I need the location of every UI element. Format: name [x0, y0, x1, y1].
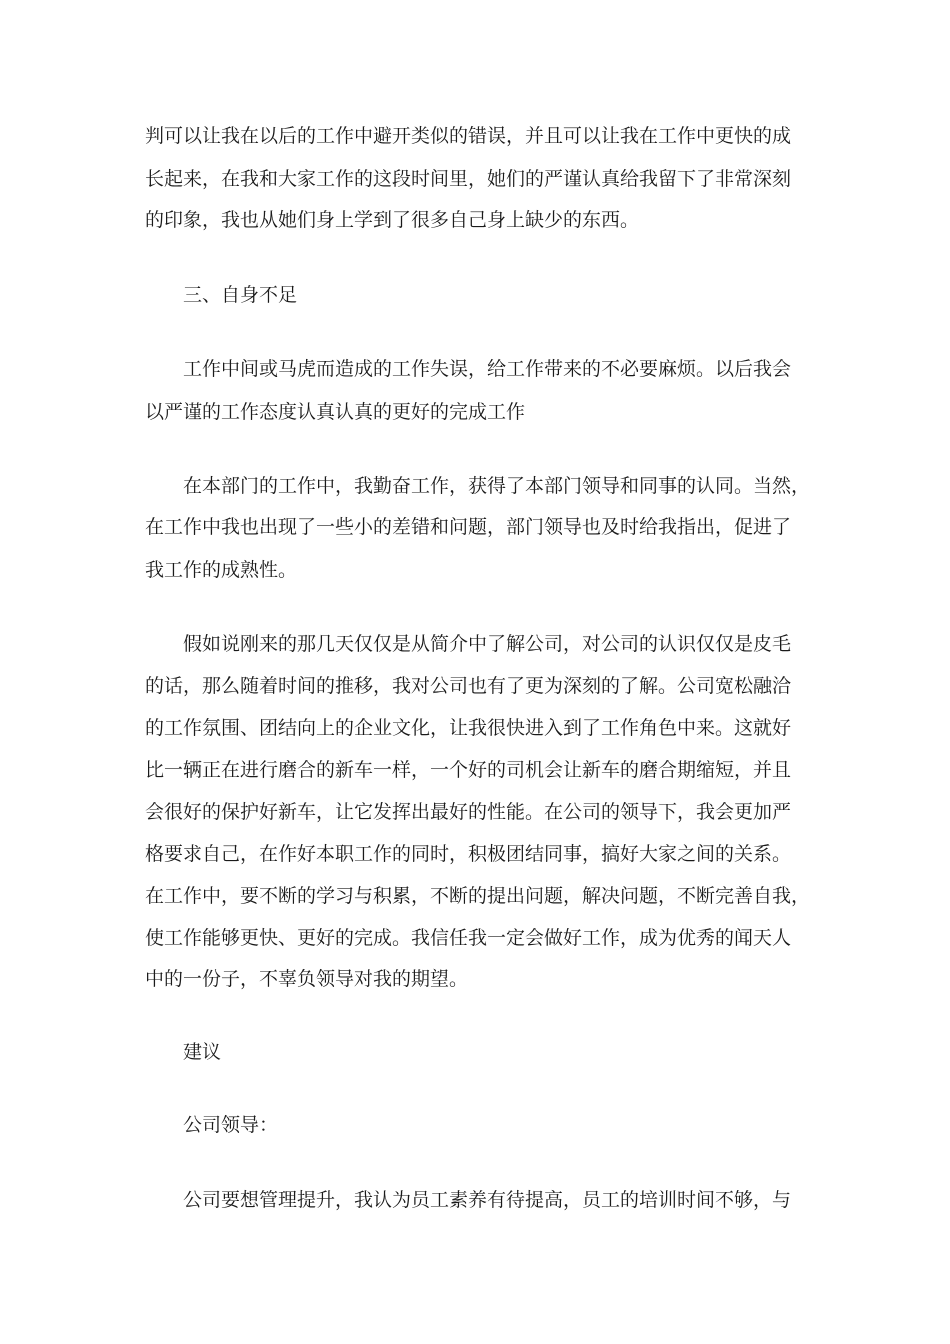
- text-line: 判可以让我在以后的工作中避开类似的错误，并且可以让我在工作中更快的成: [145, 125, 792, 147]
- text-line: 假如说刚来的那几天仅仅是从简介中了解公司，对公司的认识仅仅是皮毛: [183, 633, 792, 655]
- text-line: 在工作中，要不断的学习与积累，不断的提出问题，解决问题，不断完善自我，: [145, 885, 811, 907]
- text-line: 工作中间或马虎而造成的工作失误，给工作带来的不必要麻烦。以后我会: [183, 358, 792, 380]
- text-line: 的话，那么随着时间的推移，我对公司也有了更为深刻的了解。公司宽松融洽: [145, 675, 792, 697]
- text-line: 我工作的成熟性。: [145, 559, 298, 581]
- text-line: 的印象，我也从她们身上学到了很多自己身上缺少的东西。: [145, 209, 640, 231]
- text-line: 以严谨的工作态度认真认真的更好的完成工作: [145, 401, 526, 423]
- text-line: 的工作氛围、团结向上的企业文化，让我很快进入到了工作角色中来。这就好: [145, 717, 792, 739]
- section-heading: 三、自身不足: [183, 284, 298, 306]
- text-line: 在工作中我也出现了一些小的差错和问题，部门领导也及时给我指出，促进了: [145, 516, 792, 538]
- text-line: 会很好的保护好新车，让它发挥出最好的性能。在公司的领导下，我会更加严: [145, 801, 792, 823]
- text-line: 格要求自己，在作好本职工作的同时，积极团结同事，搞好大家之间的关系。: [145, 843, 792, 865]
- text-line: 使工作能够更快、更好的完成。我信任我一定会做好工作，成为优秀的闻天人: [145, 927, 792, 949]
- text-line: 中的一份子，不辜负领导对我的期望。: [145, 968, 469, 990]
- text-line: 比一辆正在进行磨合的新车一样，一个好的司机会让新车的磨合期缩短，并且: [145, 759, 792, 781]
- text-line: 公司领导：: [183, 1114, 279, 1136]
- text-line: 长起来，在我和大家工作的这段时间里，她们的严谨认真给我留下了非常深刻: [145, 168, 792, 190]
- section-heading: 建议: [183, 1041, 222, 1063]
- text-line: 公司要想管理提升，我认为员工素养有待提高，员工的培训时间不够，与: [183, 1189, 792, 1211]
- text-line: 在本部门的工作中，我勤奋工作，获得了本部门领导和同事的认同。当然，: [183, 475, 811, 497]
